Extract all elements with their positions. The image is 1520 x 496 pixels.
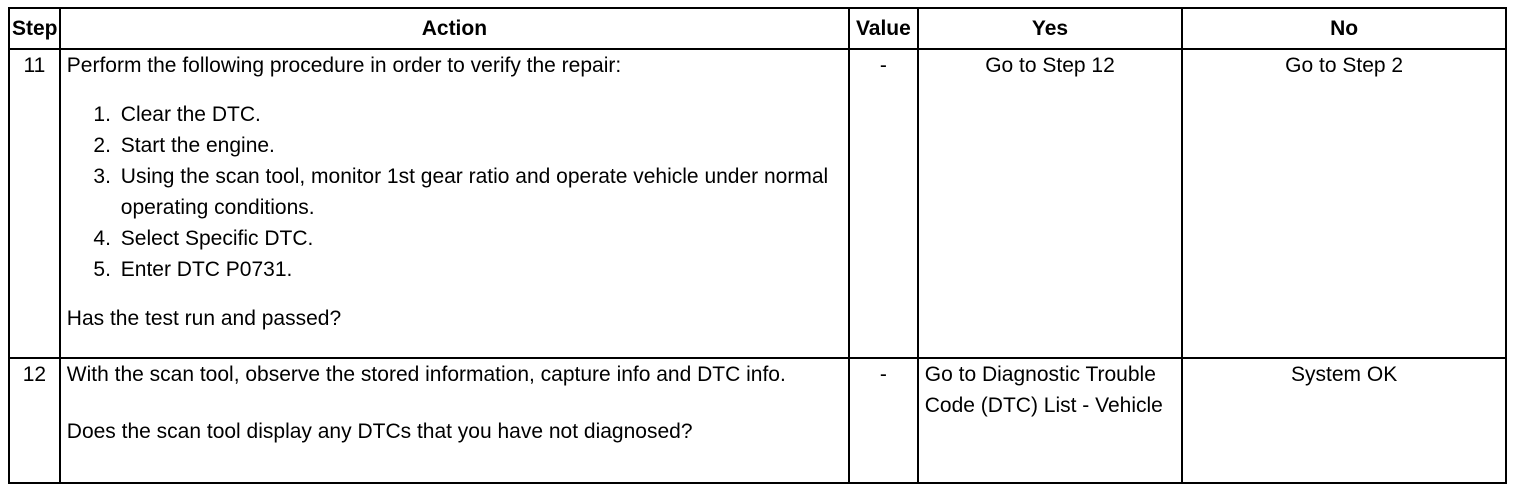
procedure-step: 4. Select Specific DTC. (117, 223, 842, 254)
table-row (9, 358, 1506, 483)
diagnostic-table (8, 7, 1507, 484)
no-cell: Go to Step 2 (1182, 49, 1506, 358)
procedure-step: 1. Clear the DTC. (117, 99, 842, 130)
header-step: Step (9, 8, 60, 49)
procedure-step: 3. Using the scan tool, monitor 1st gear ratio and operate vehicle under normal operating conditions. (117, 161, 842, 223)
header-action: Action (60, 8, 849, 49)
action-question: Does the scan tool display any DTCs that you have not diagnosed? (66, 420, 693, 443)
procedure-step: 2. Start the engine. (117, 130, 842, 161)
header-yes: Yes (918, 8, 1182, 49)
value-cell: - (849, 358, 918, 483)
action-intro: Perform the following procedure in order to verify the repair: (66, 54, 622, 77)
action-cell (60, 358, 849, 483)
action-cell (60, 49, 849, 358)
value-cell: - (849, 49, 918, 358)
step-number: 12 (9, 358, 60, 483)
no-cell: System OK (1182, 358, 1506, 483)
yes-cell: Go to Diagnostic Trouble Code (DTC) List - Vehicle (918, 358, 1182, 483)
action-intro: With the scan tool, observe the stored information, capture info and DTC info. (66, 363, 786, 386)
header-no: No (1182, 8, 1506, 49)
header-row (9, 8, 1506, 49)
table-row (9, 49, 1506, 358)
step-number: 11 (9, 49, 60, 358)
action-question: Has the test run and passed? (66, 307, 342, 330)
procedure-step: 5. Enter DTC P0731. (117, 254, 842, 285)
header-value: Value (849, 8, 918, 49)
yes-cell: Go to Step 12 (918, 49, 1182, 358)
procedure-list (67, 99, 842, 285)
